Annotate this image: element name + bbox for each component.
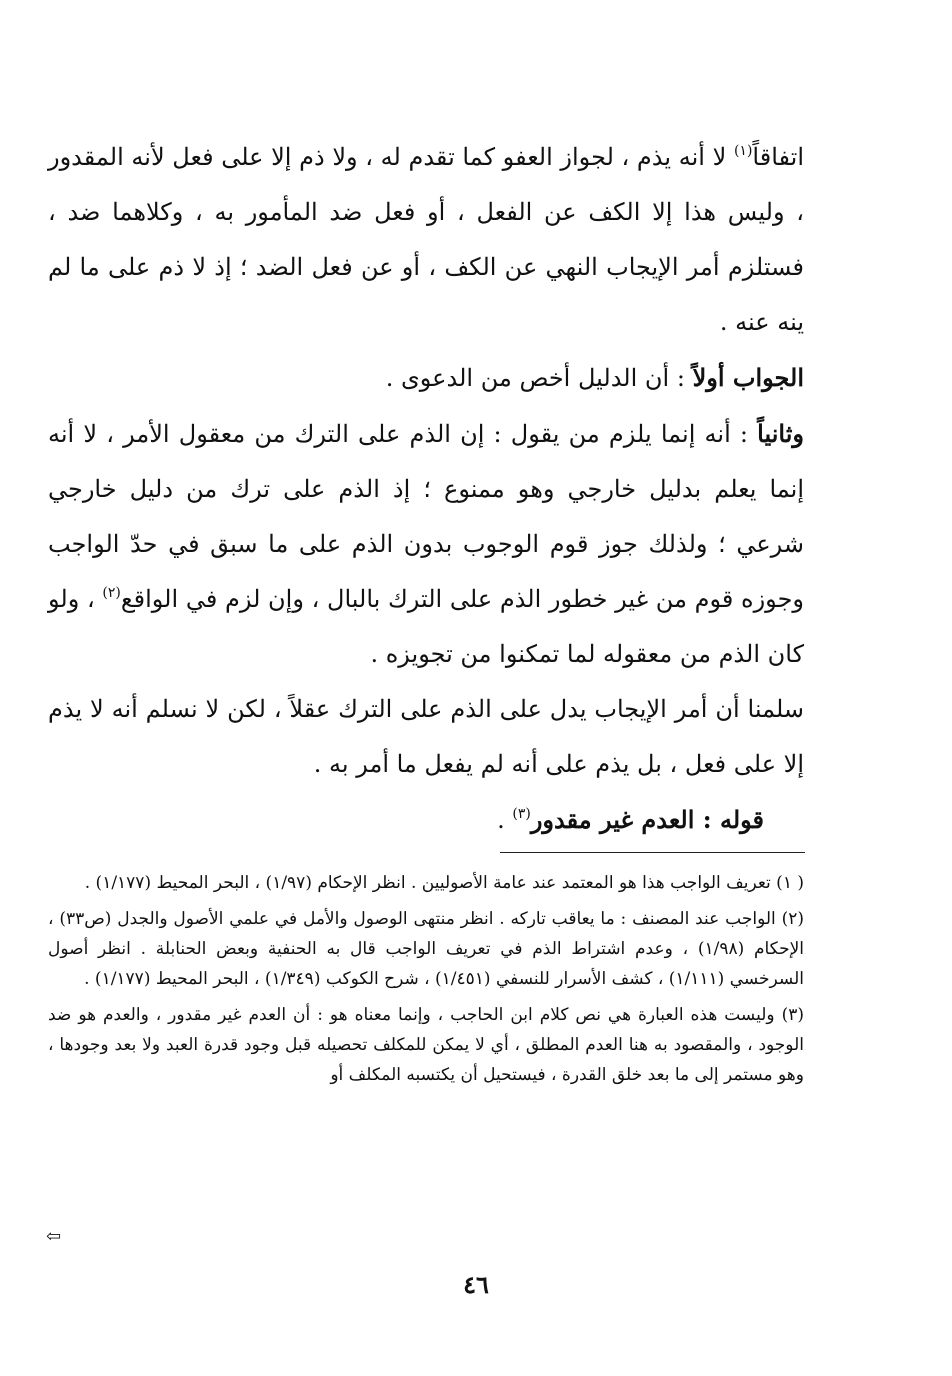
paragraph-5 <box>48 792 804 848</box>
second-heading: وثانياً <box>757 419 804 448</box>
footnote-3: (٣) وليست هذه العبارة هي نص كلام ابن الحاجب ، وإنما معناه هو : أن العدم غير مقدور ، والعدم هو ضد الوجود ، والمقصود به هنا العدم المطلق ، أي لا يمكن للمكلف تحصيله قبل وجود قدرة العبد ولا بعد وجودها ، وهو مستمر إلى ما بعد خلق القدرة ، فيستحيل أن يكتسبه المكلف أو <box>48 1005 804 1085</box>
paragraph-3-tail: ، ولو كان الذم من معقوله لما تمكنوا من تجويزه . <box>48 585 804 668</box>
main-text <box>48 130 804 848</box>
footnotes <box>48 868 804 1096</box>
paragraph-3-rest: : أنه إنما يلزم من يقول : إن الذم على الترك من معقول الأمر ، لا أنه إنما يعلم بدليل خارجي وهو ممنوع ؛ إذ الذم على ترك من دليل خارجي شرعي ؛ ولذلك جوز قوم الوجوب بدون الذم على ما سبق في حدّ الواجب وجوزه قوم من غير خطور الذم على الترك بالبال ، وإن لزم في الواقع <box>48 420 804 613</box>
paragraph-5-tail: . <box>497 806 513 834</box>
paragraph-2-rest: : أن الدليل أخص من الدعوى . <box>385 364 693 392</box>
continuation-arrow-icon: ⇦ <box>46 1226 62 1247</box>
paragraph-2 <box>48 350 804 406</box>
footnote-2: (٢) الواجب عند المصنف : ما يعاقب تاركه . انظر منتهى الوصول والأمل في علمي الأصول والجدل (ص٣٣) ، الإحكام (١/٩٨) ، وعدم اشتراط الذم في تعريف الواجب قال به الحنفية وبعض الحنابلة . انظر أصول السرخسي (١/١١١) ، كشف الأسرار للنسفي (١/٤٥١) ، شرح الكوكب (١/٣٤٩) ، البحر المحيط (١/١٧٧) . <box>48 909 804 989</box>
paragraph-4 <box>48 682 804 792</box>
paragraph-1 <box>48 130 804 350</box>
paragraph-1-start: اتفاقاً <box>752 143 804 171</box>
footnote-divider <box>500 852 805 853</box>
paragraph-1-rest: لا أنه يذم ، لجواز العفو كما تقدم له ، ولا ذم إلا على فعل لأنه المقدور ، وليس هذا إلا الكف عن الفعل ، أو فعل ضد المأمور به ، وكلاهما ضد ، فستلزم أمر الإيجاب النهي عن الكف ، أو عن فعل الضد ؛ إذ لا ذم على ما لم ينه عنه . <box>48 143 805 336</box>
paragraph-4-text: سلمنا أن أمر الإيجاب يدل على الذم على الترك عقلاً ، لكن لا نسلم أنه لا يذم إلا على فعل ، بل يذم على أنه لم يفعل ما أمر به . <box>48 695 804 778</box>
footnote-ref-1[interactable]: (١) <box>733 143 753 159</box>
footnote-ref-2[interactable]: (٢) <box>102 585 121 601</box>
page-number: ٤٦ <box>463 1270 489 1299</box>
footnote-ref-3[interactable]: (٣) <box>512 806 531 822</box>
paragraph-3 <box>48 406 804 682</box>
answer-heading: الجواب أولاً <box>692 363 804 392</box>
footnote-1: ( ١) تعريف الواجب هذا هو المعتمد عند عامة الأصوليين . انظر الإحكام (١/٩٧) ، البحر المحيط (١/١٧٧) . <box>84 873 804 893</box>
paragraph-5-text: قوله : العدم غير مقدور <box>530 805 764 834</box>
